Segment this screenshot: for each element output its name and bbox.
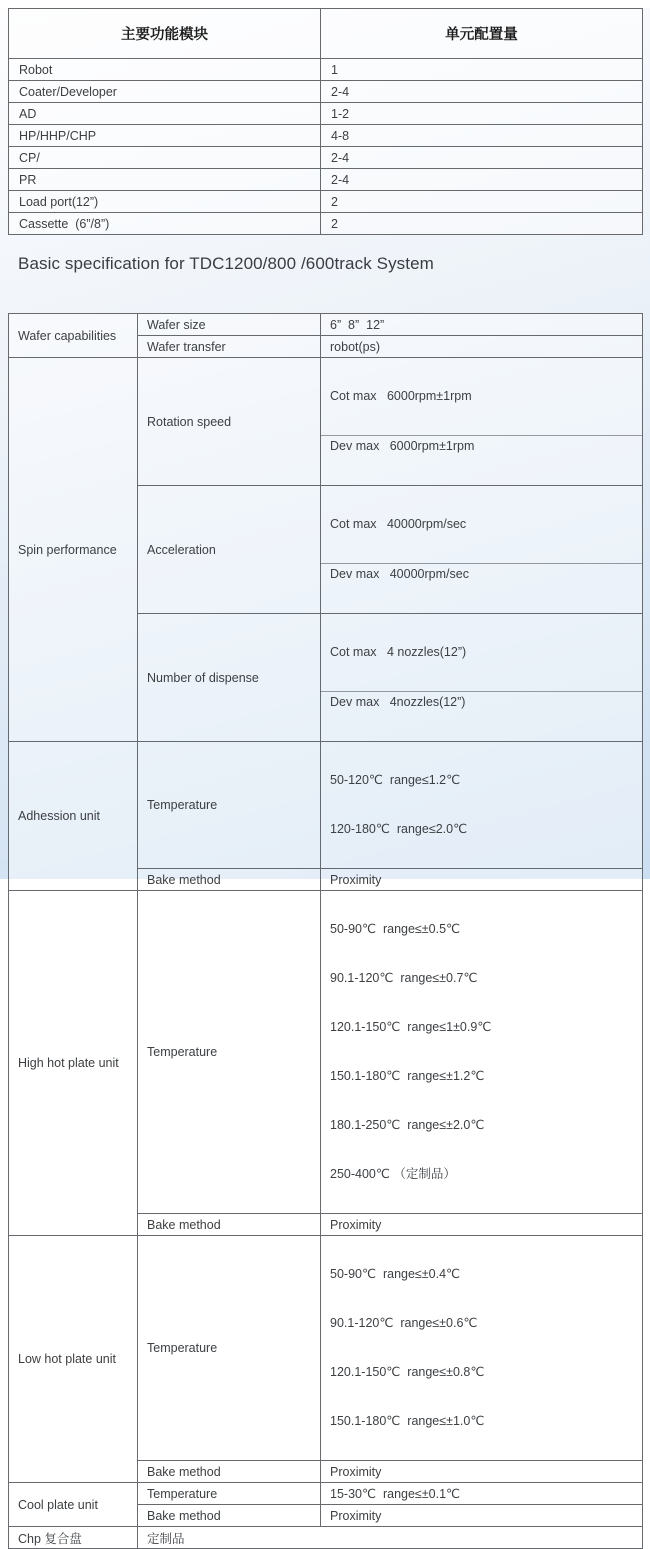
attr-cell: Rotation speed — [138, 358, 321, 486]
module-qty-cell: 4-8 — [321, 125, 643, 147]
group-cell: Chp 复合盘 — [9, 1527, 138, 1549]
value-cell: Proximity — [321, 869, 643, 891]
attr-cell: Wafer transfer — [138, 336, 321, 358]
attr-cell: Acceleration — [138, 486, 321, 614]
module-name-cell: Robot — [9, 59, 321, 81]
value-cell: robot(ps) — [321, 336, 643, 358]
table-row — [9, 191, 643, 213]
table-row — [9, 742, 643, 869]
module-name-cell: HP/HHP/CHP — [9, 125, 321, 147]
value-cell: 15-30℃ range≤±0.1℃ — [321, 1483, 643, 1505]
group-cell: Wafer capabilities — [9, 314, 138, 358]
value-line: 120-180℃ range≤2.0℃ — [330, 822, 468, 836]
value-cell — [321, 358, 643, 486]
table-row — [9, 1483, 643, 1505]
modules-header: 主要功能模块 — [9, 9, 321, 59]
table-row — [9, 147, 643, 169]
value-cell — [321, 1236, 643, 1461]
value-line: 180.1-250℃ range≤±2.0℃ — [330, 1118, 485, 1132]
value-cell: Proximity — [321, 1505, 643, 1527]
attr-cell: Bake method — [138, 869, 321, 891]
value-cell — [321, 486, 643, 614]
value-cell — [321, 614, 643, 742]
module-qty-cell: 2-4 — [321, 81, 643, 103]
value-line: 120.1-150℃ range≤±0.8℃ — [330, 1365, 485, 1379]
module-name-cell: PR — [9, 169, 321, 191]
module-name-cell: Cassette (6”/8”) — [9, 213, 321, 235]
attr-cell: Bake method — [138, 1214, 321, 1236]
attr-cell: Temperature — [138, 1236, 321, 1461]
value-line: Cot max 4 nozzles(12”) — [330, 645, 467, 659]
value-line: 150.1-180℃ range≤±1.2℃ — [330, 1069, 485, 1083]
module-qty-cell: 1 — [321, 59, 643, 81]
module-qty-cell: 2-4 — [321, 147, 643, 169]
module-name-cell: Coater/Developer — [9, 81, 321, 103]
table-row — [9, 1527, 643, 1549]
module-name-cell: Load port(12”) — [9, 191, 321, 213]
attr-cell: Temperature — [138, 891, 321, 1214]
table-row — [9, 125, 643, 147]
group-cell: Low hot plate unit — [9, 1236, 138, 1483]
table-row — [9, 169, 643, 191]
value-cell: 定制品 — [138, 1527, 643, 1549]
page — [0, 8, 650, 1546]
attr-cell: Temperature — [138, 742, 321, 869]
section-title: Basic specification for TDC1200/800 /600track System — [18, 254, 434, 273]
group-cell: Cool plate unit — [9, 1483, 138, 1527]
group-cell: Adhession unit — [9, 742, 138, 891]
value-line: 50-90℃ range≤±0.5℃ — [330, 922, 461, 936]
attr-cell: Bake method — [138, 1505, 321, 1527]
module-qty-cell: 2 — [321, 213, 643, 235]
module-qty-cell: 2 — [321, 191, 643, 213]
value-cell: 6” 8” 12” — [321, 314, 643, 336]
table-row — [9, 358, 643, 486]
attr-cell: Number of dispense — [138, 614, 321, 742]
quantity-header: 单元配置量 — [321, 9, 643, 59]
value-line: 150.1-180℃ range≤±1.0℃ — [330, 1414, 485, 1428]
module-qty-cell: 1-2 — [321, 103, 643, 125]
value-line: 50-120℃ range≤1.2℃ — [330, 773, 461, 787]
table-row — [9, 314, 643, 336]
table-row — [9, 81, 643, 103]
value-line: 50-90℃ range≤±0.4℃ — [330, 1267, 461, 1281]
table-row — [9, 1236, 643, 1461]
table-row — [9, 59, 643, 81]
value-line: Cot max 6000rpm±1rpm — [330, 389, 472, 403]
value-line: 250-400℃ （定制品） — [330, 1167, 456, 1181]
spec-table — [8, 313, 643, 1549]
group-cell: Spin performance — [9, 358, 138, 742]
value-line: Dev max 40000rpm/sec — [321, 563, 642, 585]
value-cell — [321, 891, 643, 1214]
value-cell: Proximity — [321, 1214, 643, 1236]
value-line: Dev max 4nozzles(12”) — [321, 691, 642, 713]
value-line: 120.1-150℃ range≤1±0.9℃ — [330, 1020, 492, 1034]
value-line: 90.1-120℃ range≤±0.6℃ — [330, 1316, 478, 1330]
group-cell: High hot plate unit — [9, 891, 138, 1236]
value-line: Cot max 40000rpm/sec — [330, 517, 467, 531]
table-row — [9, 213, 643, 235]
module-name-cell: AD — [9, 103, 321, 125]
value-cell — [321, 742, 643, 869]
module-name-cell: CP/ — [9, 147, 321, 169]
attr-cell: Bake method — [138, 1461, 321, 1483]
modules-table — [8, 8, 643, 235]
attr-cell: Wafer size — [138, 314, 321, 336]
modules-header-row — [9, 9, 643, 59]
table-row — [9, 103, 643, 125]
value-line: 90.1-120℃ range≤±0.7℃ — [330, 971, 478, 985]
table-row — [9, 891, 643, 1214]
module-qty-cell: 2-4 — [321, 169, 643, 191]
value-cell: Proximity — [321, 1461, 643, 1483]
value-line: Dev max 6000rpm±1rpm — [321, 435, 642, 457]
attr-cell: Temperature — [138, 1483, 321, 1505]
